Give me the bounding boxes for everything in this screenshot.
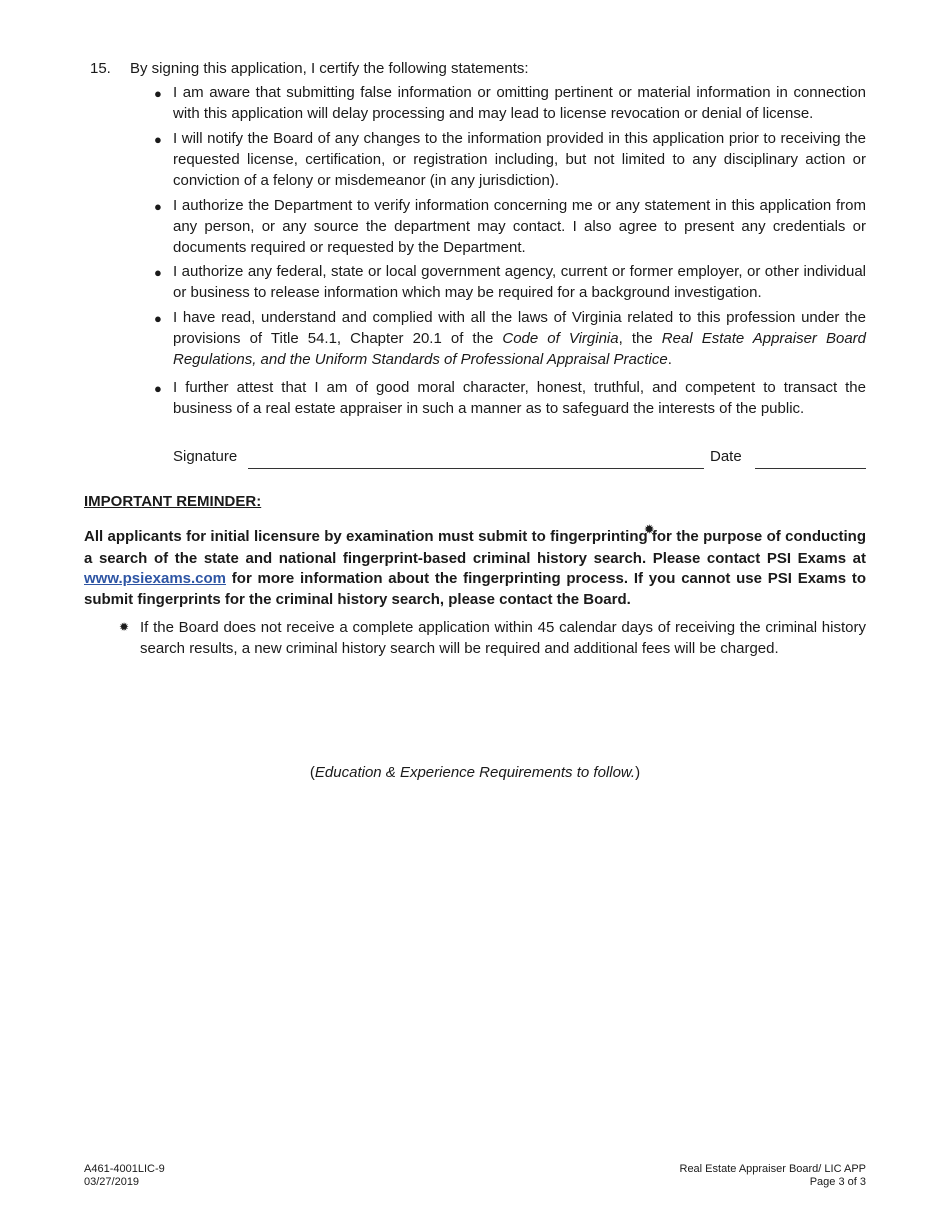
certification-item xyxy=(150,195,866,258)
date-label: Date xyxy=(710,448,742,465)
footer-left xyxy=(84,1163,165,1189)
signature-label: Signature xyxy=(173,448,238,465)
asterisk-icon: ✹ xyxy=(644,524,654,536)
laws-text-pre: I have read, understand and complied with all the laws of Virginia related to this profession under the provisions of Title 54.1, Chapter 20.1 of the xyxy=(173,309,866,347)
certification-list xyxy=(150,82,866,419)
footnote xyxy=(119,617,866,659)
asterisk-icon: ✹ xyxy=(119,620,130,634)
certification-item xyxy=(150,128,866,191)
laws-text-mid: , the xyxy=(618,330,662,347)
bullet-icon: ● xyxy=(154,265,162,280)
item-number: 15. xyxy=(90,60,111,77)
follow-close-paren: ) xyxy=(635,764,641,781)
certification-item xyxy=(150,82,866,124)
form-number: A461-4001LIC-9 xyxy=(84,1163,165,1175)
follow-open-paren: ( xyxy=(309,764,315,781)
certification-item xyxy=(150,307,866,370)
board-label: Real Estate Appraiser Board/ LIC APP xyxy=(679,1163,866,1175)
certification-text: I further attest that I am of good moral character, honest, truthful, and competent to transact the business of a real estate appraiser in such a manner as to safeguard the interests of the public. xyxy=(173,379,866,417)
reminder-title: IMPORTANT REMINDER: xyxy=(84,493,262,510)
certification-text xyxy=(173,309,866,368)
bullet-icon: ● xyxy=(154,132,162,147)
page-label: Page 3 of 3 xyxy=(809,1176,866,1188)
bullet-icon: ● xyxy=(154,199,162,214)
laws-text-post: . xyxy=(667,351,672,368)
certification-text: I authorize any federal, state or local government agency, current or former employer, or other individual or business to release information which may be required for a background investigation. xyxy=(173,263,866,301)
follow-note xyxy=(0,764,950,781)
certification-text: I authorize the Department to verify information concerning me or any statement in this application from any person, or any source the department may contact. I also agree to present any credentials or documents required or requested by the Department. xyxy=(173,197,866,256)
psi-exams-link[interactable]: www.psiexams.com xyxy=(84,570,227,587)
follow-text: Education & Experience Requirements to follow. xyxy=(314,764,636,781)
bullet-icon: ● xyxy=(154,381,162,396)
date-line[interactable] xyxy=(755,468,866,469)
reminder-text-1: All applicants for initial licensure by examination must submit to fingerprinting xyxy=(84,528,648,545)
reminder-text-3: for more information about the fingerprinting process. If you cannot use PSI Exams to submit fingerprints for the criminal history search, please contact the Board. xyxy=(84,570,866,608)
signature-line[interactable] xyxy=(248,468,704,469)
certification-text: I will notify the Board of any changes to the information provided in this application prior to receiving the requested license, certification, or registration including, but not limited to any disciplinary action or conviction of a felony or misdemeanor (in any jurisdiction). xyxy=(173,130,866,189)
reminder-text-2: for the purpose of conducting a search of the state and national fingerprint-based criminal history search. Please contact PSI Exams at xyxy=(84,528,866,567)
code-of-virginia: Code of Virginia xyxy=(502,330,619,347)
bullet-icon: ● xyxy=(154,311,162,326)
certification-item xyxy=(150,377,866,419)
reminder-body xyxy=(84,524,866,610)
regulations-title: Real Estate Appraiser Board Regulations, and the Uniform Standards of Professional Appraisal Practice xyxy=(173,330,867,368)
footer-right xyxy=(680,1163,867,1189)
footnote-text: If the Board does not receive a complete application within 45 calendar days of receiving the criminal history search results, a new criminal history search will be required and additional fees will be charged. xyxy=(140,619,866,657)
item-intro: By signing this application, I certify the following statements: xyxy=(130,60,529,77)
bullet-icon: ● xyxy=(154,86,162,101)
form-date: 03/27/2019 xyxy=(84,1176,140,1188)
certification-item xyxy=(150,261,866,303)
certification-text: I am aware that submitting false information or omitting pertinent or material information in connection with this application will delay processing and may lead to license revocation or denial of license. xyxy=(173,84,866,122)
